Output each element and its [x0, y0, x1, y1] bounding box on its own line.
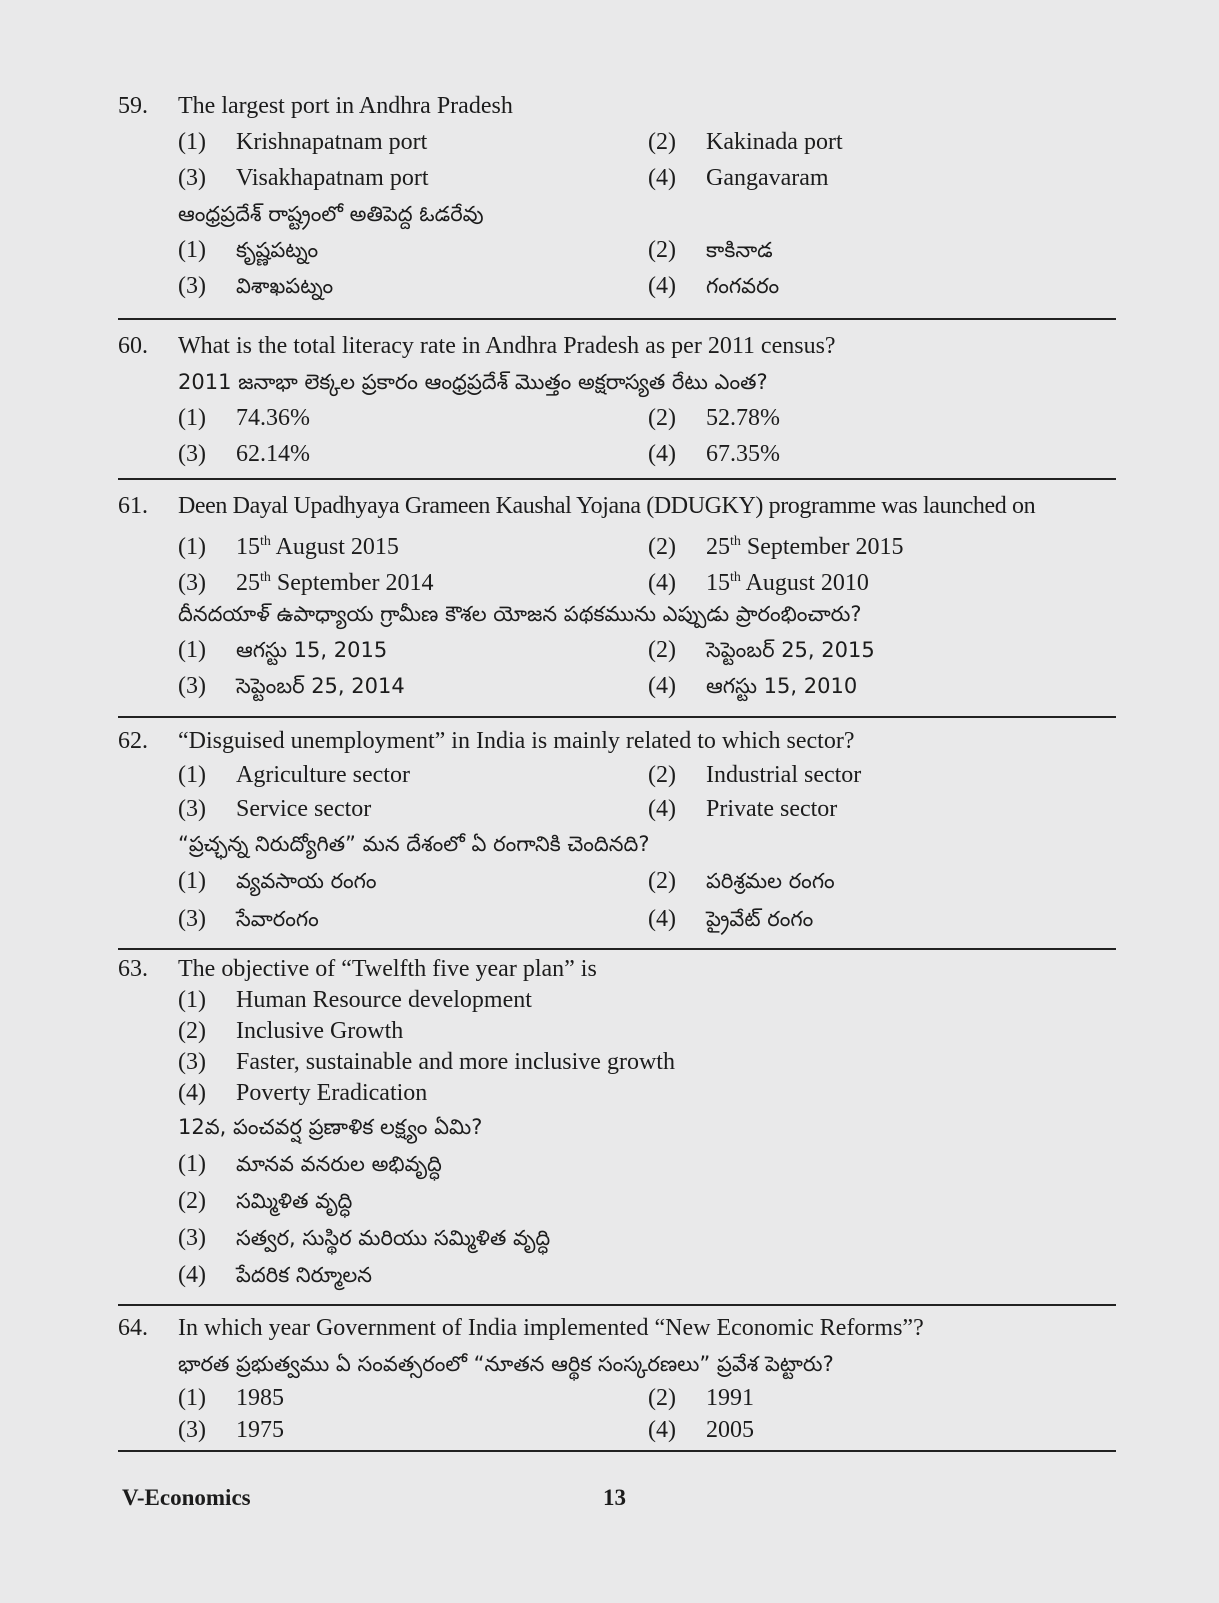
footer-page-number: 13 — [603, 1485, 626, 1510]
option-3-telugu: (3) సెప్టెంబర్ 25, 2014 — [178, 673, 405, 699]
question-64 — [118, 1310, 1113, 1446]
option-2: (2) 52.78% — [648, 405, 780, 431]
option-2-telugu: (2) కాకినాడ — [648, 237, 773, 263]
question-59 — [118, 88, 1113, 304]
option-4: (4) 15th August 2010 — [648, 570, 869, 596]
option-3: (3) 25th September 2014 — [178, 570, 434, 596]
option-3: (3) 62.14% — [178, 441, 310, 467]
question-text-telugu: భారత ప్రభుత్వము ఏ సంవత్సరంలో “నూతన ఆర్థిక సంస్కరణలు” ప్రవేశ పెట్టారు? — [178, 1352, 834, 1376]
question-text-telugu: “ప్రచ్ఛన్న నిరుద్యోగిత” మన దేశంలో ఏ రంగానికి చెందినది? — [178, 832, 650, 856]
option-1: (1) Agriculture sector — [178, 762, 410, 788]
question-text-telugu: దీనదయాళ్ ఉపాధ్యాయ గ్రామీణ కౌశల యోజన పథకమును ఎప్పుడు ప్రారంభించారు? — [178, 602, 862, 626]
option-4: (4) Private sector — [648, 796, 838, 822]
question-text-telugu: 2011 జనాభా లెక్కల ప్రకారం ఆంధ్రప్రదేశ్ మొత్తం అక్షరాస్యత రేటు ఎంత? — [178, 370, 768, 394]
option-2: (2) Inclusive Growth — [178, 1018, 404, 1044]
option-4: (4) Gangavaram — [648, 165, 829, 191]
question-number: 59. — [118, 93, 148, 119]
question-62 — [118, 724, 1113, 938]
option-4-telugu: (4) పేదరిక నిర్మూలన — [178, 1262, 373, 1288]
divider — [118, 1304, 1116, 1306]
option-4: (4) Poverty Eradication — [178, 1080, 428, 1106]
option-1-telugu: (1) ఆగస్టు 15, 2015 — [178, 637, 388, 663]
option-2: (2) 1991 — [648, 1385, 754, 1411]
option-2-telugu: (2) సమ్మిళిత వృద్ధి — [178, 1188, 353, 1214]
option-3: (3) Faster, sustainable and more inclusive growth — [178, 1049, 675, 1075]
option-1-telugu: (1) కృష్ణపట్నం — [178, 237, 319, 263]
question-number: 62. — [118, 728, 148, 754]
question-text: What is the total literacy rate in Andhra Pradesh as per 2011 census? — [178, 333, 836, 359]
option-1: (1) 15th August 2015 — [178, 534, 399, 560]
option-3: (3) Visakhapatnam port — [178, 165, 429, 191]
divider — [118, 1450, 1116, 1452]
option-1: (1) 1985 — [178, 1385, 284, 1411]
question-number: 60. — [118, 333, 148, 359]
divider — [118, 478, 1116, 480]
option-2: (2) Industrial sector — [648, 762, 862, 788]
question-text: The largest port in Andhra Pradesh — [178, 93, 513, 119]
footer-subject: V-Economics — [122, 1485, 251, 1510]
option-3-telugu: (3) విశాఖపట్నం — [178, 273, 334, 299]
question-60 — [118, 328, 1113, 472]
option-2: (2) Kakinada port — [648, 129, 843, 155]
option-3: (3) 1975 — [178, 1417, 284, 1443]
option-2-telugu: (2) సెప్టెంబర్ 25, 2015 — [648, 637, 875, 663]
option-3-telugu: (3) సత్వర, సుస్థిర మరియు సమ్మిళిత వృద్ధి — [178, 1225, 551, 1251]
option-4-telugu: (4) గంగవరం — [648, 273, 780, 299]
option-4-telugu: (4) ఆగస్టు 15, 2010 — [648, 673, 858, 699]
question-text: Deen Dayal Upadhyaya Grameen Kaushal Yojana (DDUGKY) programme was launched on — [178, 493, 1036, 519]
option-1: (1) Human Resource development — [178, 987, 532, 1013]
option-2: (2) 25th September 2015 — [648, 534, 904, 560]
question-text: “Disguised unemployment” in India is mainly related to which sector? — [178, 728, 855, 754]
question-text: In which year Government of India implemented “New Economic Reforms”? — [178, 1315, 924, 1341]
option-3: (3) Service sector — [178, 796, 372, 822]
question-text-telugu: 12వ, పంచవర్ష ప్రణాళిక లక్ష్యం ఏమి? — [178, 1115, 483, 1139]
question-number: 61. — [118, 493, 148, 519]
question-number: 64. — [118, 1315, 148, 1341]
option-1-telugu: (1) వ్యవసాయ రంగం — [178, 868, 377, 894]
option-1: (1) Krishnapatnam port — [178, 129, 428, 155]
question-61 — [118, 488, 1113, 704]
option-1: (1) 74.36% — [178, 405, 310, 431]
divider — [118, 948, 1116, 950]
divider — [118, 716, 1116, 718]
question-63 — [118, 954, 1113, 1294]
option-4: (4) 2005 — [648, 1417, 754, 1443]
option-1-telugu: (1) మానవ వనరుల అభివృద్ధి — [178, 1151, 442, 1177]
question-text: The objective of “Twelfth five year plan” is — [178, 956, 597, 982]
question-number: 63. — [118, 956, 148, 982]
option-2-telugu: (2) పరిశ్రమల రంగం — [648, 868, 835, 894]
divider — [118, 318, 1116, 320]
option-4-telugu: (4) ప్రైవేట్ రంగం — [648, 906, 814, 932]
option-3-telugu: (3) సేవారంగం — [178, 906, 319, 932]
question-text-telugu: ఆంధ్రప్రదేశ్ రాష్ట్రంలో అతిపెద్ద ఓడరేవు — [178, 202, 484, 226]
option-4: (4) 67.35% — [648, 441, 780, 467]
